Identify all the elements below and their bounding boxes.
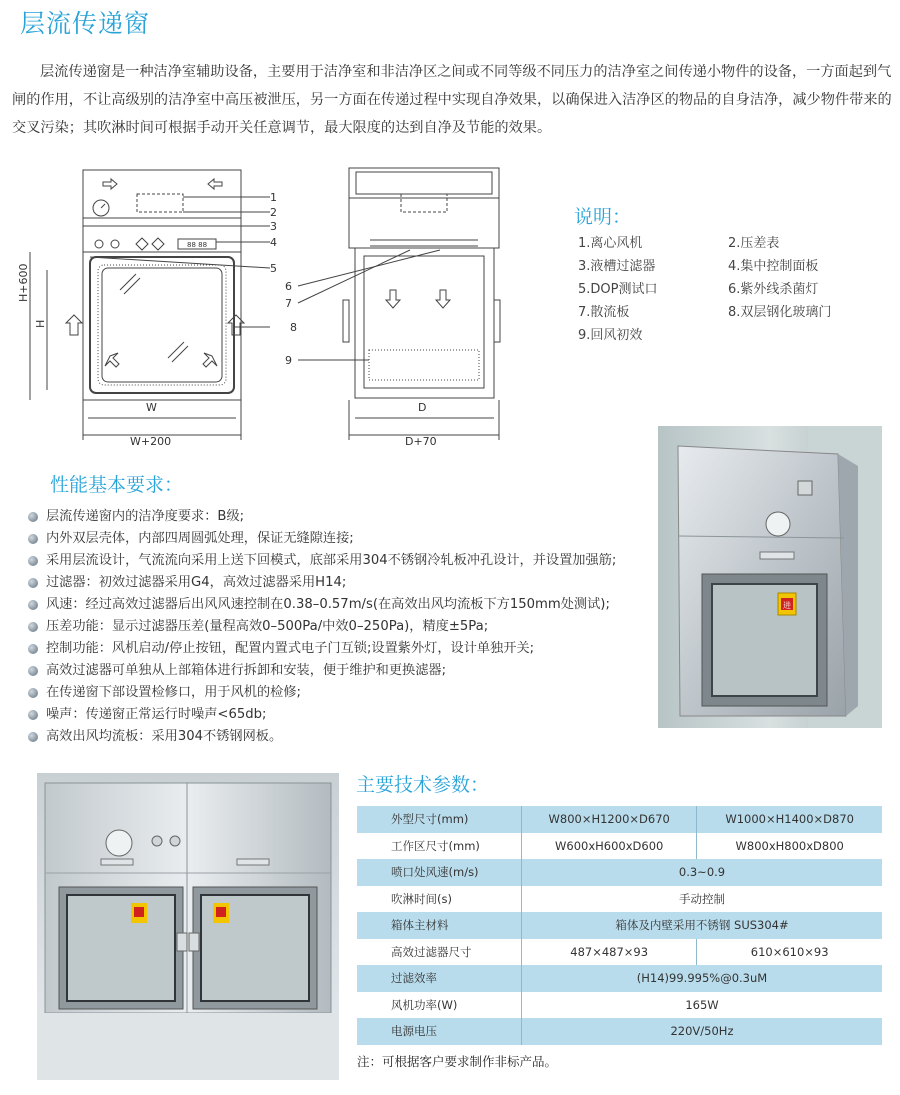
spec-value: 0.3~0.9 (522, 859, 883, 886)
sticker-text: 进 (783, 601, 791, 610)
down-arrow-icon (436, 290, 450, 308)
dimension-label: W (146, 401, 157, 414)
callout-label: 7 (285, 297, 292, 310)
front-arrow-icon (103, 179, 117, 189)
gauge-icon (106, 830, 132, 856)
spec-label: 喷口处风速(m/s) (357, 859, 522, 886)
legend-item: 3.液槽过滤器 (578, 259, 656, 274)
requirement-item: 高效过滤器可单独从上部箱体进行拆卸和安装，便于维护和更换滤器; (28, 660, 616, 682)
callout-label: 1 (270, 191, 277, 204)
spec-label: 风机功率(W) (357, 992, 522, 1019)
callout-label: 5 (270, 262, 277, 275)
legend-item: 6.紫外线杀菌灯 (728, 282, 819, 297)
legend-item: 9.回风初效 (578, 328, 643, 343)
specs-title: 主要技术参数： (356, 774, 490, 796)
spec-label: 电源电压 (357, 1018, 522, 1045)
down-arrow-icon (203, 353, 217, 367)
up-arrow-icon (66, 315, 82, 335)
callout-label: 8 (290, 321, 297, 334)
spec-value: 手动控制 (522, 886, 883, 913)
callout-label: 6 (285, 280, 292, 293)
legend-item: 5.DOP测试口 (578, 282, 658, 297)
callout-label: 9 (285, 354, 292, 367)
requirement-item: 风速：经过高效过滤器后出风风速控制在0.38–0.57m/s(在高效出风均流板下方150mm处测试); (28, 594, 616, 616)
door-outer (90, 257, 234, 393)
callout-label: 2 (270, 206, 277, 219)
spec-value: (H14)99.995%@0.3uM (522, 965, 883, 992)
page-title: 层流传递窗 (20, 9, 151, 38)
spec-label: 过滤效率 (357, 965, 522, 992)
requirement-item: 层流传递窗内的洁净度要求：B级; (28, 506, 616, 528)
table-row (357, 992, 882, 1019)
spec-value: W800xH800xD800 (697, 833, 882, 860)
door-gasket (98, 265, 226, 385)
spec-value: W1000×H1400×D870 (697, 806, 882, 833)
requirements-list (28, 506, 616, 748)
legend-item: 4.集中控制面板 (728, 259, 819, 274)
table-row (357, 939, 882, 966)
side-body (355, 248, 494, 398)
requirement-item: 噪声：传递窗正常运行时噪声<65db; (28, 704, 616, 726)
table-row (357, 912, 882, 939)
dimension-label: H (34, 319, 47, 328)
gauge-icon (766, 512, 790, 536)
legend-item: 7.散流板 (578, 305, 630, 320)
specs-table (357, 806, 882, 1045)
spec-value: 220V/50Hz (522, 1018, 883, 1045)
valve-icon (136, 238, 164, 250)
dimension-label: D (418, 401, 427, 414)
panel-display-text: 88 88 (187, 241, 208, 249)
spec-value: W600xH600xD600 (522, 833, 697, 860)
callout-label: 4 (270, 236, 277, 249)
up-arrow-icon (228, 315, 244, 335)
specs-note: 注：可根据客户要求制作非标产品。 (357, 1054, 558, 1069)
product-photo-double (37, 773, 339, 1080)
spec-label: 吹淋时间(s) (357, 886, 522, 913)
dimension-label: H+600 (17, 263, 30, 302)
callout-label: 3 (270, 220, 277, 233)
spec-label: 外型尺寸(mm) (357, 806, 522, 833)
spec-value: W800×H1200×D670 (522, 806, 697, 833)
legend-list (578, 235, 878, 345)
dimension-label: D+70 (405, 435, 437, 448)
side-fan-icon (401, 194, 447, 212)
table-row (357, 1018, 882, 1045)
table-row (357, 859, 882, 886)
table-row (357, 965, 882, 992)
product-photo-single (658, 426, 882, 728)
requirements-title: 性能基本要求： (50, 474, 184, 496)
spec-value: 610×610×93 (697, 939, 882, 966)
spec-label: 高效过滤器尺寸 (357, 939, 522, 966)
knob-icon (95, 240, 103, 248)
table-row (357, 806, 882, 833)
return-filter (369, 350, 479, 380)
table-row (357, 886, 882, 913)
down-arrow-icon (105, 353, 119, 367)
front-arrow-icon (208, 179, 222, 189)
requirement-item: 控制功能：风机启动/停止按钮，配置内置式电子门互锁;设置紫外灯，设计单独开关; (28, 638, 616, 660)
spec-value: 箱体及内壁采用不锈钢 SUS304# (522, 912, 883, 939)
fan-icon (137, 194, 183, 212)
intro-paragraph: 层流传递窗是一种洁净室辅助设备，主要用于洁净室和非洁净区之间或不同等级不同压力的洁净室之间传递小物件的设备，一方面起到气闸的作用，不让高级别的洁净室中高压被泄压，另一方面在传递过程中实现自净效果，以确保进入洁净区的物品的自身洁净，减少物件带来的交叉污染；其吹淋时间可根据手动开关任意调节，最大限度的达到自净及节能的效果。 (12, 64, 892, 136)
legend-title: 说明： (574, 206, 632, 228)
requirement-item: 过滤器：初效过滤器采用G4，高效过滤器采用H14; (28, 572, 616, 594)
spec-value: 165W (522, 992, 883, 1019)
dimension-label: W+200 (130, 435, 172, 448)
spec-label: 箱体主材料 (357, 912, 522, 939)
requirement-item: 内外双层壳体，内部四周圆弧处理，保证无缝隙连接; (28, 528, 616, 550)
table-row (357, 833, 882, 860)
down-arrow-icon (386, 290, 400, 308)
legend-item: 2.压差表 (728, 236, 780, 251)
requirement-item: 在传递窗下部设置检修口，用于风机的检修; (28, 682, 616, 704)
spec-value: 487×487×93 (522, 939, 697, 966)
requirement-item: 采用层流设计，气流流向采用上送下回模式，底部采用304不锈钢冷轧板冲孔设计，并设置加强筋; (28, 550, 616, 572)
legend-item: 1.离心风机 (578, 236, 643, 251)
technical-drawing (0, 160, 560, 455)
requirement-item: 压差功能：显示过滤器压差(量程高效0–500Pa/中效0–250Pa)，精度±5Pa; (28, 616, 616, 638)
requirement-item: 高效出风均流板：采用304不锈钢网板。 (28, 726, 616, 748)
legend-item: 8.双层钢化玻璃门 (728, 305, 832, 320)
spec-label: 工作区尺寸(mm) (357, 833, 522, 860)
knob-icon (111, 240, 119, 248)
